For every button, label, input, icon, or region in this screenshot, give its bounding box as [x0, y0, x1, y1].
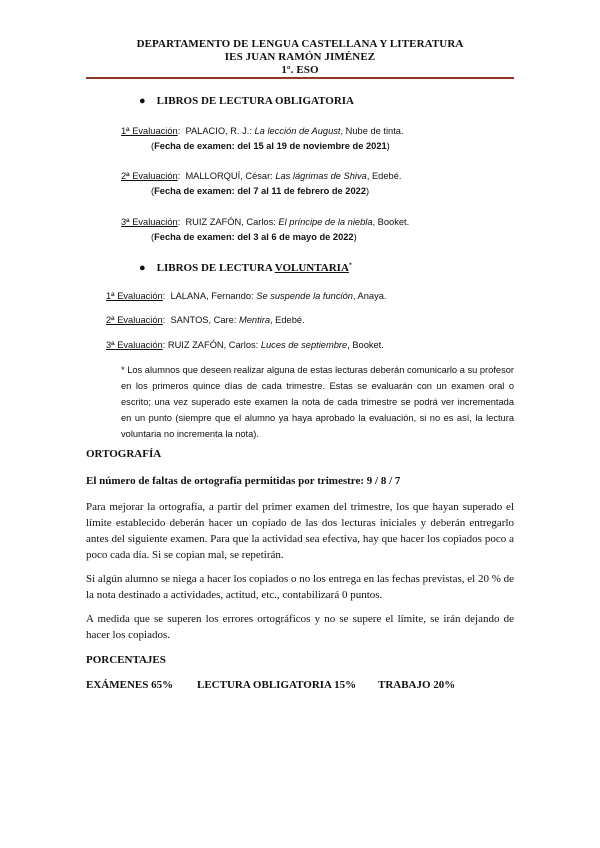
orthography-paragraph-2: Si algún alumno se niega a hacer los copiados o no los entrega en las fechas previstas, el 20 % de la nota destinado a actividades, actitud, etc., contabilizará 0 puntos.	[86, 573, 514, 601]
mandatory-item-1-exam: (Fecha de examen: del 15 al 19 de noviembre de 2021)	[151, 141, 390, 151]
mandatory-item-3-exam: (Fecha de examen: del 3 al 6 de mayo de 2022)	[151, 232, 357, 242]
percentage-mandatory-reading: LECTURA OBLIGATORIA 15%	[197, 679, 357, 691]
section-percentages: PORCENTAJES	[86, 654, 166, 666]
orthography-paragraph-1: Para mejorar la ortografía, a partir del primer examen del trimestre, los que hayan superado el límite establecido deberán hacer un copiado de las dos lecturas iniciales y deberán entregarlo antes del siguiente examen. Para que la actividad sea efectiva, hay que hacer los copiados poco a poco cada día. Si se copian mal, se repetirán.	[86, 501, 514, 561]
header-department: DEPARTAMENTO DE LENGUA CASTELLANA Y LITERATURA	[136, 38, 464, 50]
orthography-fault-limit: El número de faltas de ortografía permitidas por trimestre: 9 / 8 / 7	[86, 475, 401, 487]
voluntary-footnote: * Los alumnos que deseen realizar alguna de estas lecturas deberán comunicarlo a su profesor en los primeros quince días de cada trimestre. Estas se evaluarán con un examen oral o escrito; una vez superado este examen la nota de cada trimestre se podrá ver incrementada en un punto (siempre que el alumno ya haya aprobado la evaluación, si no es así, la lectura voluntaria no incrementa la nota).	[121, 365, 514, 439]
section-orthography: ORTOGRAFÍA	[86, 448, 162, 460]
voluntary-item-3: 3ª Evaluación: RUIZ ZAFÓN, Carlos: Luces de septiembre, Booket.	[106, 340, 384, 350]
mandatory-item-3: 3ª Evaluación: RUIZ ZAFÓN, Carlos: El príncipe de la niebla, Booket.	[121, 217, 410, 227]
mandatory-item-2-exam: (Fecha de examen: del 7 al 11 de febrero de 2022)	[151, 186, 370, 196]
percentage-work: TRABAJO 20%	[378, 679, 456, 691]
header-divider	[86, 77, 514, 79]
percentage-exams: EXÁMENES 65%	[86, 679, 174, 691]
voluntary-item-2: 2ª Evaluación: SANTOS, Care: Mentira, Edebé.	[106, 315, 305, 325]
header-course: 1º. ESO	[281, 64, 319, 76]
section-voluntary-reading: ● LIBROS DE LECTURA VOLUNTARIA*	[139, 262, 352, 274]
mandatory-item-1: 1ª Evaluación: PALACIO, R. J.: La lección de August, Nube de tinta.	[121, 126, 404, 136]
orthography-paragraph-3: A medida que se superen los errores ortográficos y no se supere el límite, se irán dejando de hacer los copiados.	[86, 613, 514, 641]
voluntary-item-1: 1ª Evaluación: LALANA, Fernando: Se suspende la función, Anaya.	[106, 291, 387, 301]
mandatory-item-2: 2ª Evaluación: MALLORQUÍ, César: Las lágrimas de Shiva, Edebé.	[121, 171, 402, 181]
header-school: IES JUAN RAMÓN JIMÉNEZ	[224, 51, 376, 63]
bullet-icon: ●	[139, 95, 146, 107]
bullet-icon: ●	[139, 262, 146, 274]
section-mandatory-reading: ● LIBROS DE LECTURA OBLIGATORIA	[139, 95, 354, 107]
